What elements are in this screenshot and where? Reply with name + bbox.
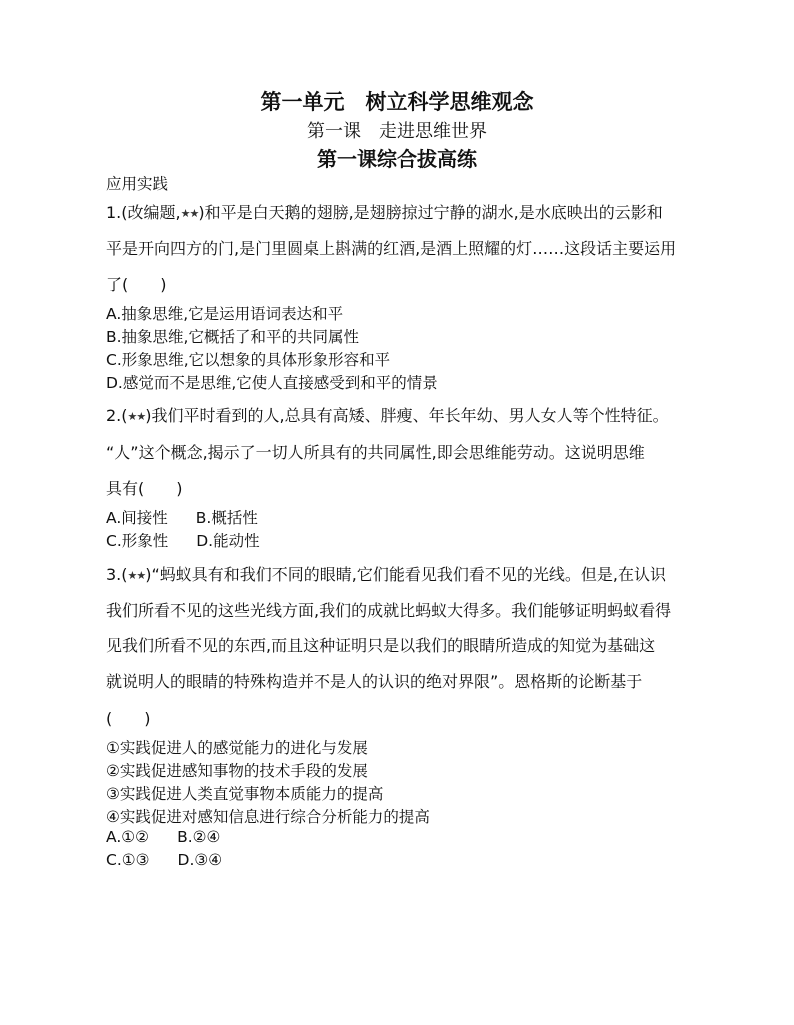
difficulty-stars-icon: ★★	[127, 410, 146, 423]
question-2-option-c[interactable]: C.形象性	[106, 532, 169, 550]
question-3-option-d[interactable]: D.③④	[177, 851, 223, 869]
question-2-option-d[interactable]: D.能动性	[196, 532, 260, 550]
difficulty-stars-icon: ★★	[127, 569, 146, 582]
question-3-statement-3: ③实践促进人类直觉事物本质能力的提高	[106, 785, 384, 803]
question-3-option-c[interactable]: C.①③	[106, 851, 150, 869]
question-3-line-1: 3.(★★)“蚂蚁具有和我们不同的眼睛,它们能看见我们看不见的光线。但是,在认识	[106, 565, 666, 584]
question-3-line-3: 见我们所看不见的东西,而且这种证明只是以我们的眼睛所造成的知觉为基础这	[106, 636, 656, 655]
question-3-statement-1: ①实践促进人的感觉能力的进化与发展	[106, 739, 368, 757]
question-1-option-b[interactable]: B.抽象思维,它概括了和平的共同属性	[106, 328, 359, 346]
question-2-line-1: 2.(★★)我们平时看到的人,总具有高矮、胖瘦、年长年幼、男人女人等个性特征。	[106, 406, 669, 425]
question-2-options-row-2	[106, 529, 260, 551]
exercise-title: 第一课综合拔高练	[317, 147, 477, 171]
question-1-line-3: 了( )	[106, 275, 167, 294]
question-1-option-d[interactable]: D.感觉而不是思维,它使人直接感受到和平的情景	[106, 374, 438, 392]
question-3-option-b[interactable]: B.②④	[177, 828, 221, 846]
unit-title: 第一单元 树立科学思维观念	[260, 90, 534, 114]
question-2-line-2: “人”这个概念,揭示了一切人所具有的共同属性,即会思维能劳动。这说明思维	[106, 443, 645, 462]
question-3-statement-2: ②实践促进感知事物的技术手段的发展	[106, 762, 368, 780]
question-1-option-c[interactable]: C.形象思维,它以想象的具体形象形容和平	[106, 351, 391, 369]
question-3-options-row-1	[106, 828, 220, 846]
question-2-option-a[interactable]: A.间接性	[106, 509, 168, 527]
question-number: 2.	[106, 406, 122, 425]
question-2-options-row-1	[106, 506, 258, 528]
question-3-line-4: 就说明人的眼睛的特殊构造并不是人的认识的绝对界限”。恩格斯的论断基于	[106, 672, 643, 691]
question-2-option-b[interactable]: B.概括性	[195, 509, 258, 527]
question-number: 3.	[106, 565, 122, 584]
question-3-statement-4: ④实践促进对感知信息进行综合分析能力的提高	[106, 808, 430, 826]
question-3-option-a[interactable]: A.①②	[106, 828, 150, 846]
lesson-title: 第一课 走进思维世界	[307, 121, 487, 142]
question-3-line-2: 我们所看不见的这些光线方面,我们的成就比蚂蚁大得多。我们能够证明蚂蚁看得	[106, 601, 672, 620]
question-2-line-3: 具有( )	[106, 479, 183, 498]
question-1-line-1: 1.(改编题,★★)和平是白天鹅的翅膀,是翅膀掠过宁静的湖水,是水底映出的云影和	[106, 203, 663, 222]
question-number: 1.	[106, 203, 122, 222]
question-1-option-a[interactable]: A.抽象思维,它是运用语词表达和平	[106, 305, 344, 323]
difficulty-stars-icon: ★★	[180, 207, 199, 220]
question-3-options-row-2	[106, 851, 222, 869]
question-3-line-5: ( )	[106, 709, 151, 728]
question-1-line-2: 平是开向四方的门,是门里圆桌上斟满的红酒,是酒上照耀的灯……这段话主要运用	[106, 239, 677, 258]
section-label: 应用实践	[106, 175, 169, 193]
